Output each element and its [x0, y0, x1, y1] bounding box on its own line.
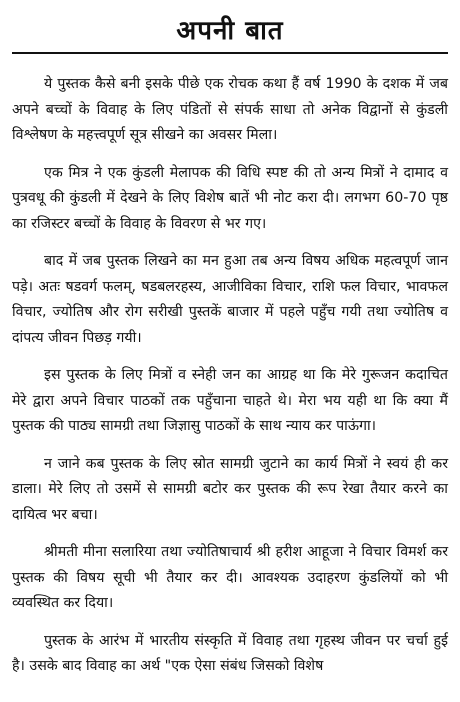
paragraph-3: बाद में जब पुस्तक लिखने का मन हुआ तब अन्य विषय अधिक महत्वपूर्ण जान पड़े। अतः षडवर्ग फलम्, षडबलरहस्य, आजीविका विचार, राशि फल विचार, भावफल विचार, ज्योतिष और रोग सरीखी पुस्तकें बाजार में पहले पहुँच गयी तथा ज्योतिष व दांपत्य जीवन पिछड़ गयी। — [12, 253, 448, 346]
paragraph-4: इस पुस्तक के लिए मित्रों व स्नेही जन का आग्रह था कि मेरे गुरूजन कदाचित मेरे द्वारा अपने विचार पाठकों तक पहुँचाना चाहते थे। मेरा भय यही था कि क्या मैं पुस्तक की पाठ्य सामग्री तथा जिज्ञासु पाठकों के साथ न्याय कर पाऊंगा। — [12, 367, 448, 434]
paragraph-2: एक मित्र ने एक कुंडली मेलापक की विधि स्पष्ट की तो अन्य मित्रों ने दामाद व पुत्रवधू की कुंडली में देखने के लिए विशेष बातें भी नोट करा दी। लगभग 60-70 पृष्ठ का रजिस्टर बच्चों के विवाह के विवरण से भर गए। — [12, 164, 448, 232]
paragraph-7: पुस्तक के आरंभ में भारतीय संस्कृति में विवाह तथा गृहस्थ जीवन पर चर्चा हुई है। उसके बाद विवाह का अर्थ "एक ऐसा संबंध जिसको विशेष — [12, 632, 448, 674]
paragraph-6: श्रीमती मीना सलारिया तथा ज्योतिषाचार्य श्री हरीश आहूजा ने विचार विमर्श कर पुस्तक की विषय सूची भी तैयार कर दी। आवश्यक उदाहरण कुंडलियों को भी व्यवस्थित कर दिया। — [12, 544, 448, 611]
page-title: अपनी बात — [176, 16, 284, 46]
paragraph-1: ये पुस्तक कैसे बनी इसके पीछे एक रोचक कथा हैं वर्ष 1990 के दशक में जब अपने बच्चों के विवाह के लिए पंडितों से संपर्क साधा तो अनेक विद्वानों से कुंडली विश्लेषण के महत्त्वपूर्ण सूत्र सीखने का अवसर मिला। — [12, 76, 448, 143]
title-underline — [12, 52, 448, 54]
paragraph-5: न जाने कब पुस्तक के लिए स्रोत सामग्री जुटाने का कार्य मित्रों ने स्वयं ही कर डाला। मेरे लिए तो उसमें से सामग्री बटोर कर पुस्तक की रूप रेखा तैयार करने का दायित्व भर बचा। — [12, 455, 448, 523]
